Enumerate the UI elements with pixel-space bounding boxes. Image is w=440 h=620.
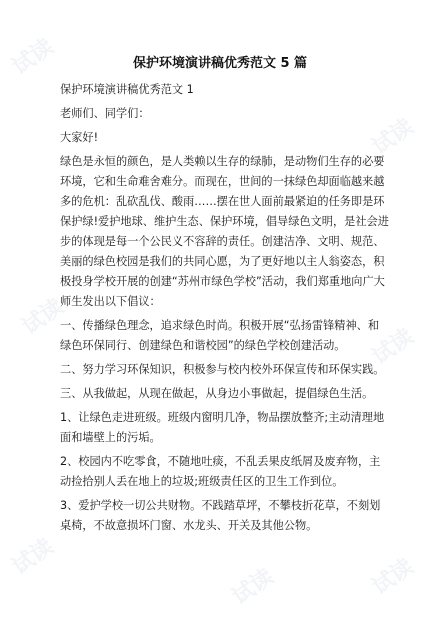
watermark: 试读 <box>7 34 59 81</box>
watermark: 试读 <box>227 564 279 611</box>
watermark: 试读 <box>367 114 419 161</box>
document-subtitle: 保护环境演讲稿优秀范文 1 <box>60 83 194 96</box>
paragraph: 二、努力学习环保知识，积极参与校内校外环保宣传和环保实践。 <box>60 363 385 376</box>
paragraph: 绿色是永恒的颜色，是人类赖以生存的绿肺，是动物们生存的必要环境，它和生命难舍难分。而现在，世间的一抹绿色却面临越来越多的危机：乱砍乱伐、酸雨……摆在世人面前最紧迫的任务即是环保护绿!爱护地球、维护生态、保护环境，倡导绿色文明，是社会进步的体现是每一个公民义不容辞的责任。创建洁净、文明、规范、美丽的绿色校园是我们的共同心愿，为了更好地以主人翁姿态，积极投身学校开展的创建“苏州市绿色学校”活动，我们郑重地向广大师生发出以下倡议： <box>60 155 389 308</box>
watermark: 试读 <box>367 324 419 371</box>
document-title: 保护环境演讲稿优秀范文 5 篇 <box>132 56 308 71</box>
paragraph: 3、爱护学校一切公共财物。不践踏草坪，不攀枝折花草，不刻划桌椅，不故意损坏门窗、水龙头、开关及其他公物。 <box>60 499 381 532</box>
paragraph: 一、传播绿色理念，追求绿色时尚。积极开展“弘扬雷锋精神、和绿色环保同行、创建绿色和谐校园”的绿色学校创建活动。 <box>60 319 380 352</box>
hello: 大家好! <box>60 131 99 144</box>
paragraph: 三、从我做起，从现在做起，从身边小事做起，提倡绿色生活。 <box>60 387 374 400</box>
greeting: 老师们、同学们： <box>60 107 150 120</box>
watermark: 试读 <box>367 554 419 601</box>
document-body <box>60 80 390 536</box>
watermark: 试读 <box>17 294 69 341</box>
watermark: 试读 <box>7 534 59 581</box>
paragraph: 1、让绿色走进班级。班级内窗明几净，物品摆放整齐;主动清理地面和墙壁上的污垢。 <box>60 411 385 444</box>
paragraph: 2、校园内不吃零食，不随地吐痰，不乱丢果皮纸屑及废弃物，主动捡拾别人丢在地上的垃圾;班级责任区的卫生工作到位。 <box>60 455 381 488</box>
